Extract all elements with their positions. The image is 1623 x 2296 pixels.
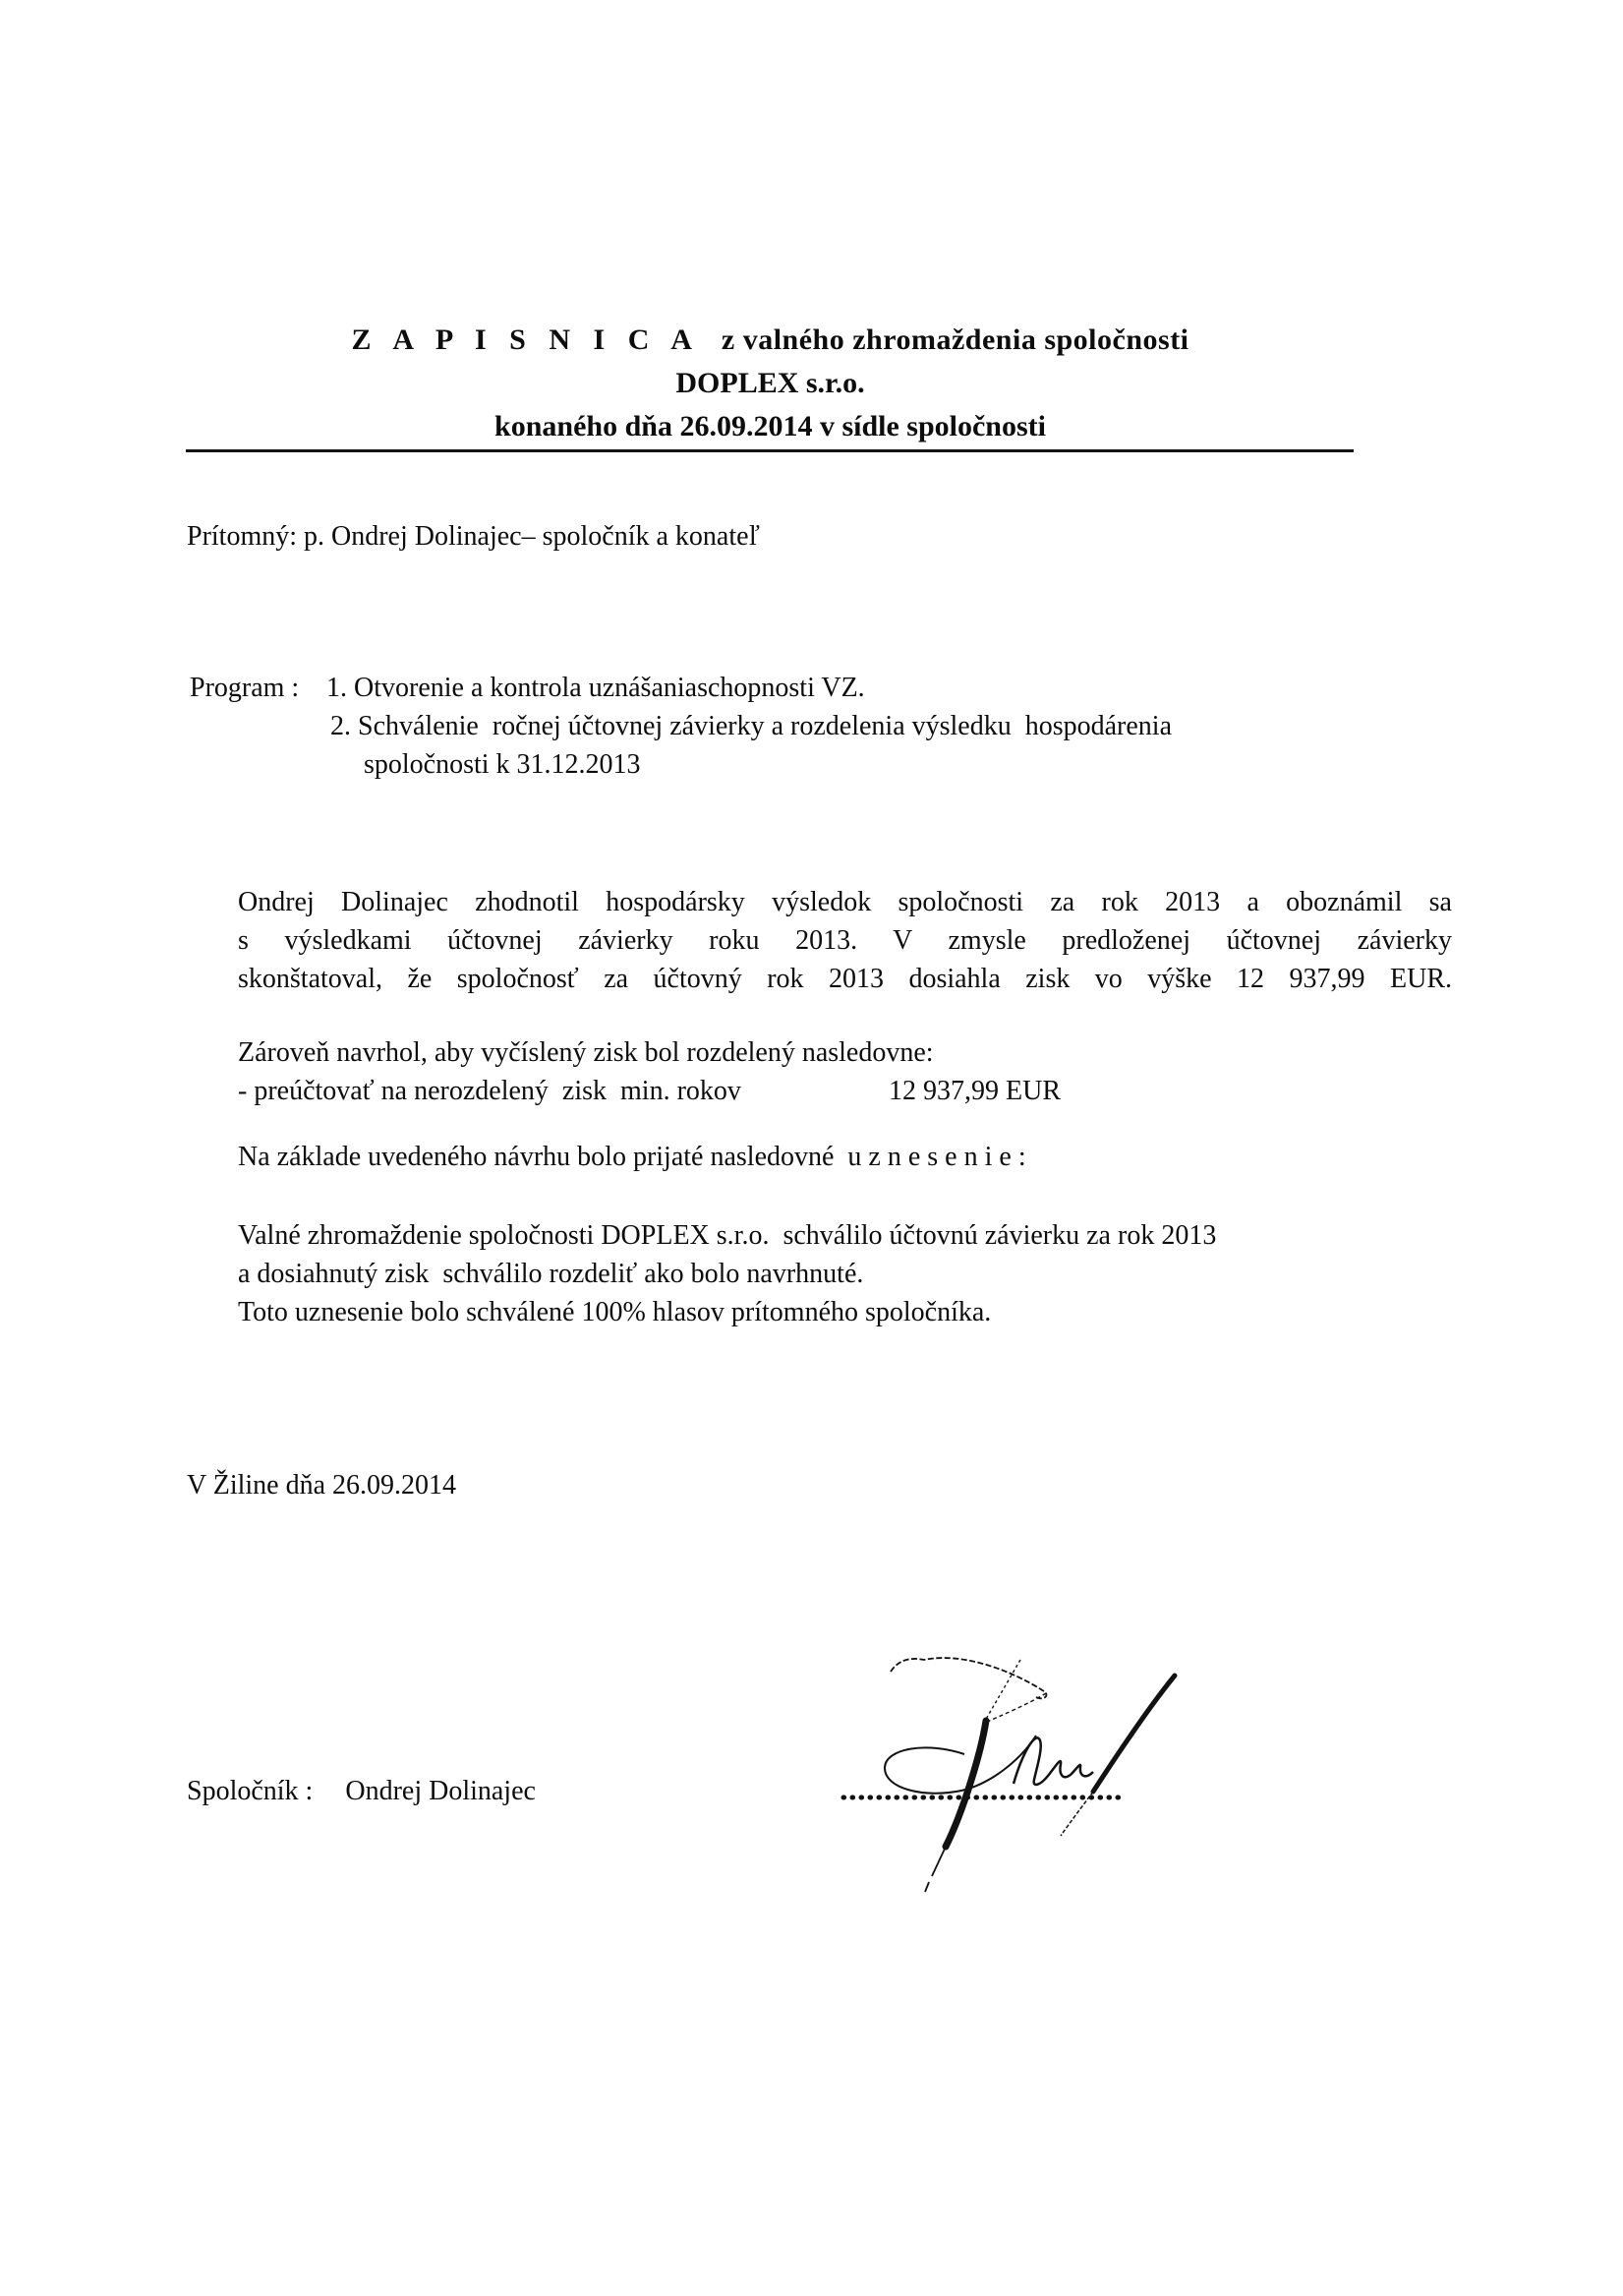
signature-flourish: [891, 1658, 1046, 1698]
resolution-line-3: Toto uznesenie bolo schválené 100% hlasov prítomného spoločníka.: [238, 1297, 992, 1327]
signature-diagonal: [1093, 1676, 1175, 1792]
signature-letters: [1014, 1737, 1093, 1785]
signer-line: [187, 1776, 536, 1807]
proposal-amount: 12 937,99 EUR: [889, 1076, 1061, 1106]
proposal-allocation-line: [238, 1072, 1452, 1110]
title-line-3: konaného dňa 26.09.2014 v sídle spoločnosti: [494, 410, 1046, 442]
signature-scribble: [834, 1624, 1188, 1919]
title-underline: [186, 449, 1354, 452]
assessment-line-2: s výsledkami účtovnej závierky roku 2013. V zmysle predloženej účtovnej závierky: [238, 925, 1452, 956]
program-label: Program :: [190, 673, 300, 703]
attendee-line: Prítomný: p. Ondrej Dolinajec– spoločník a konateľ: [187, 521, 760, 552]
place-date-line: V Žiline dňa 26.09.2014: [187, 1470, 457, 1501]
assessment-paragraph: [238, 883, 1452, 998]
signature-stroke: [925, 1847, 946, 1892]
program-item-2-line-1: 2. Schválenie ročnej účtovnej závierky a rozdelenia výsledku hospodárenia: [330, 711, 1173, 741]
assessment-line-3: skonštatoval, že spoločnosť za účtovný rok 2013 dosiahla zisk vo výške 12 937,99 EUR.: [238, 964, 1452, 994]
resolution-paragraph: [238, 1216, 1216, 1331]
document-title: [187, 319, 1354, 448]
title-line-1: [187, 319, 1354, 362]
program-section: [190, 669, 1172, 784]
signature-loop: [885, 1736, 1036, 1794]
title-zapisnica: Z A P I S N I C A: [351, 324, 700, 356]
title-line-2: DOPLEX s.r.o.: [675, 367, 865, 399]
program-item-2-line-2: spoločnosti k 31.12.2013: [364, 749, 641, 780]
resolution-intro: Na základe uvedeného návrhu bolo prijaté nasledovné u z n e s e n i e :: [238, 1142, 1026, 1172]
program-line-1: [190, 669, 1172, 707]
signer-label: Spoločník :: [187, 1776, 314, 1806]
proposal-paragraph: [238, 1033, 1452, 1110]
proposal-allocation-text: - preúčtovať na nerozdelený zisk min. rokov: [238, 1076, 741, 1106]
signer-name: Ondrej Dolinajec: [345, 1776, 536, 1806]
proposal-line-1: Zároveň navrhol, aby vyčíslený zisk bol rozdelený nasledovne:: [238, 1037, 934, 1068]
signature-stroke: [985, 1660, 1020, 1721]
title-line1-rest: z valného zhromaždenia spoločnosti: [721, 324, 1189, 356]
resolution-line-1: Valné zhromaždenie spoločnosti DOPLEX s.r.o. schválilo účtovnú závierku za rok 2013: [238, 1220, 1217, 1251]
program-item-1: 1. Otvorenie a kontrola uznášaniaschopnosti VZ.: [326, 673, 865, 703]
signature-stroke: [1107, 1735, 1133, 1770]
assessment-line-1: Ondrej Dolinajec zhodnotil hospodársky výsledok spoločnosti za rok 2013 a oboznámil sa: [238, 887, 1452, 917]
resolution-line-2: a dosiahnutý zisk schválilo rozdeliť ako bolo navrhnuté.: [238, 1259, 864, 1289]
